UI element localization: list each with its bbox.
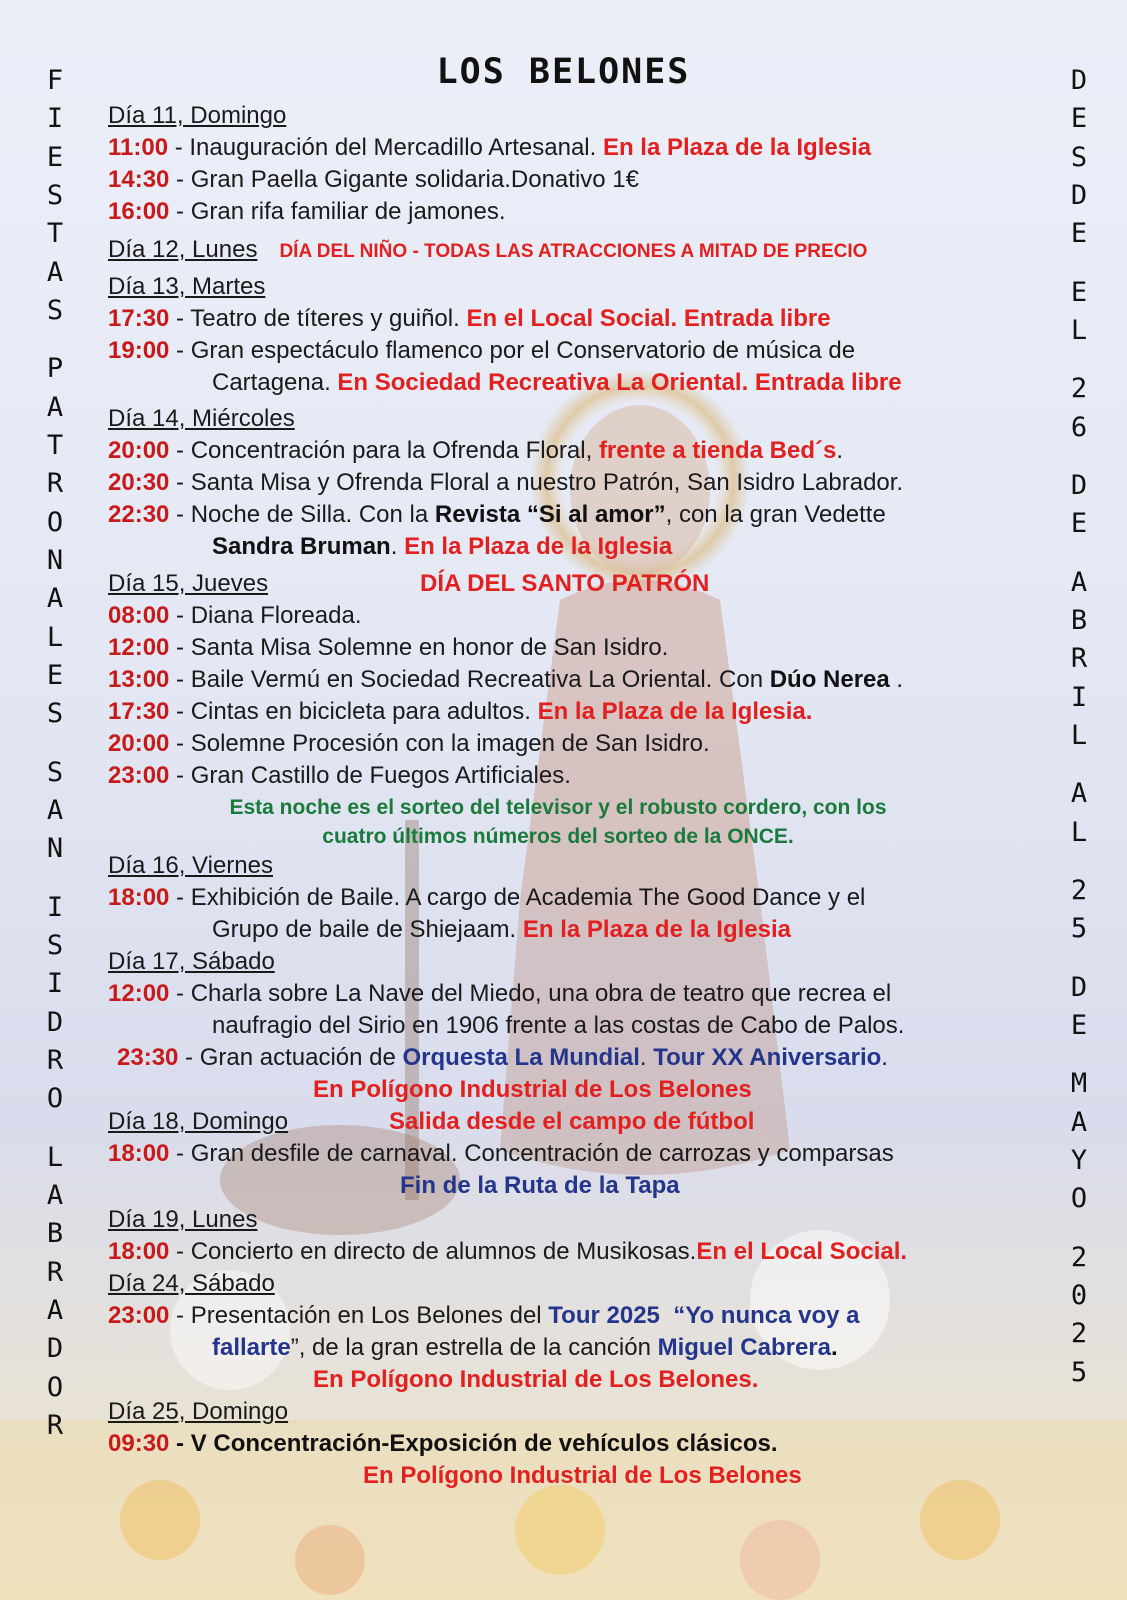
- letter-gap: [38, 869, 72, 889]
- event-highlight: Revista “Si al amor”: [434, 501, 666, 528]
- vertical-letter: A: [1070, 566, 1088, 598]
- day-title: Día 15, Jueves: [108, 570, 269, 597]
- event-text: - Gran espectáculo flamenco por el Conservatorio de música de: [169, 337, 856, 364]
- day-heading: [108, 1268, 1108, 1300]
- event-line: [108, 1236, 1108, 1268]
- day-title: Día 16, Viernes: [108, 852, 273, 879]
- event-line: [108, 303, 1108, 335]
- event-line: [108, 164, 1108, 196]
- event-text: - Teatro de títeres y guiñol.: [169, 305, 467, 332]
- event-time: 17:30: [108, 305, 170, 332]
- event-highlight: Tour XX Aniversario: [653, 1044, 882, 1071]
- event-text: ”, de la gran estrella de la canción: [290, 1334, 658, 1361]
- vertical-letter: M: [1070, 1068, 1088, 1100]
- event-text: - Cintas en bicicleta para adultos.: [169, 698, 538, 725]
- event-time: 20:30: [108, 469, 170, 496]
- vertical-letter: R: [46, 1044, 64, 1076]
- vertical-letter: T: [46, 218, 64, 250]
- vertical-letter: E: [1070, 1009, 1088, 1041]
- event-place: En la Plaza de la Iglesia.: [537, 698, 813, 725]
- day-heading: [108, 1396, 1108, 1428]
- event-line: [108, 467, 1108, 499]
- event-highlight: Sandra Bruman: [212, 533, 391, 560]
- event-text: naufragio del Sirio en 1906 frente a las costas de Cabo de Palos.: [212, 1012, 905, 1039]
- event-time: 20:00: [108, 730, 170, 757]
- vertical-letter: A: [46, 391, 64, 423]
- event-highlight: fallarte: [212, 1334, 291, 1361]
- event-time: 23:00: [108, 762, 170, 789]
- day-title: Día 12, Lunes: [108, 236, 258, 263]
- vertical-letter: R: [46, 1409, 64, 1441]
- day-title: Día 17, Sábado: [108, 948, 275, 975]
- vertical-letter: E: [1070, 276, 1088, 308]
- raffle-note-text: Esta noche es el sorteo del televisor y el robusto cordero, con los: [229, 796, 887, 819]
- letter-gap: [38, 1119, 72, 1139]
- vertical-letter: D: [1070, 469, 1088, 501]
- vertical-letter: F: [46, 65, 64, 96]
- day-heading: [108, 1204, 1108, 1236]
- vertical-letter: E: [1070, 103, 1088, 135]
- vertical-letter: S: [1070, 141, 1088, 173]
- vertical-letter: N: [46, 833, 64, 865]
- event-text: - Inauguración del Mercadillo Artesanal.: [168, 134, 603, 161]
- day-title: Día 14, Miércoles: [108, 405, 295, 432]
- event-time: 18:00: [108, 1140, 170, 1167]
- vertical-letter: S: [46, 698, 64, 730]
- day-heading: [108, 234, 1108, 266]
- vertical-letter: O: [46, 1083, 64, 1115]
- event-time: 13:00: [108, 666, 170, 693]
- day-title: Día 19, Lunes: [108, 1206, 258, 1233]
- event-line: [108, 499, 1108, 531]
- event-place: En la Plaza de la Iglesia: [404, 533, 673, 560]
- vertical-letter: A: [1070, 778, 1088, 810]
- vertical-letter: E: [1070, 508, 1088, 540]
- event-highlight: Tour 2025: [548, 1302, 660, 1329]
- vertical-letter: 5: [1070, 1356, 1088, 1388]
- vertical-letter: E: [46, 141, 64, 173]
- vertical-letter: 2: [1070, 1241, 1088, 1273]
- event-text: - Santa Misa Solemne en honor de San Isidro.: [169, 634, 669, 661]
- day-heading: [108, 271, 1108, 303]
- event-line: [108, 728, 1108, 760]
- vertical-letter: I: [46, 968, 64, 1000]
- vertical-letter: A: [46, 256, 64, 288]
- vertical-letter: O: [46, 1371, 64, 1403]
- event-text: - Gran Paella Gigante solidaria.Donativo 1€: [169, 166, 639, 193]
- vertical-letter: S: [46, 179, 64, 211]
- event-text: - Santa Misa y Ofrenda Floral a nuestro Patrón, San Isidro Labrador.: [169, 469, 904, 496]
- event-text: .: [889, 666, 904, 693]
- event-continuation: [108, 1010, 1108, 1042]
- letter-gap: [38, 734, 72, 754]
- event-line: [108, 132, 1108, 164]
- vertical-letter: O: [46, 506, 64, 538]
- vertical-letter: L: [1070, 719, 1088, 751]
- event-highlight: Dúo Nerea: [769, 666, 890, 693]
- raffle-note: [108, 792, 1008, 821]
- vertical-letter: A: [1070, 1106, 1088, 1138]
- vertical-letter: B: [46, 1218, 64, 1250]
- event-line: [108, 882, 1108, 914]
- day-heading: [108, 100, 1108, 132]
- event-line: [108, 978, 1108, 1010]
- vertical-letter: L: [1070, 816, 1088, 848]
- event-line: [108, 696, 1108, 728]
- vertical-letter: A: [46, 794, 64, 826]
- event-time: 12:00: [108, 980, 170, 1007]
- vertical-letter: D: [1070, 65, 1088, 96]
- event-text: - Solemne Procesión con la imagen de San Isidro.: [169, 730, 710, 757]
- event-text: - Gran desfile de carnaval. Concentración de carrozas y comparsas: [169, 1140, 894, 1167]
- day-note: Salida desde el campo de fútbol: [389, 1108, 755, 1135]
- event-text: Grupo de baile de Shiejaam.: [212, 916, 523, 943]
- event-text: - Concentración para la Ofrenda Floral,: [169, 437, 599, 464]
- vertical-letter: 2: [1070, 1318, 1088, 1350]
- event-time: 14:30: [108, 166, 170, 193]
- event-text: - Gran rifa familiar de jamones.: [169, 198, 506, 225]
- vertical-letter: I: [46, 891, 64, 923]
- vertical-letter: R: [1070, 643, 1088, 675]
- event-time: 11:00: [108, 134, 169, 161]
- event-time: 12:00: [108, 634, 170, 661]
- event-time: 17:30: [108, 698, 170, 725]
- event-place: En Polígono Industrial de Los Belones: [313, 1076, 752, 1103]
- event-text: .: [639, 1044, 654, 1071]
- event-text: - Gran Castillo de Fuegos Artificiales.: [169, 762, 571, 789]
- event-continuation: [108, 531, 1108, 563]
- vertical-letter: 6: [1070, 411, 1088, 443]
- event-text: - Diana Floreada.: [169, 602, 362, 629]
- event-line: [108, 760, 1108, 792]
- day-note: DÍA DEL SANTO PATRÓN: [420, 570, 710, 597]
- event-line: [108, 632, 1108, 664]
- vertical-letter: 2: [1070, 874, 1088, 906]
- vertical-letter: S: [46, 929, 64, 961]
- event-line: [108, 1042, 1108, 1074]
- day-heading: [108, 403, 1108, 435]
- vertical-letter: B: [1070, 604, 1088, 636]
- event-highlight: Miguel Cabrera: [657, 1334, 831, 1361]
- event-line: [108, 196, 1108, 228]
- vertical-letter: R: [46, 1256, 64, 1288]
- vertical-letter: D: [46, 1333, 64, 1365]
- event-time: 18:00: [108, 1238, 170, 1265]
- event-continuation: [108, 914, 1108, 946]
- event-line: [108, 600, 1108, 632]
- vertical-letter: L: [46, 1141, 64, 1173]
- vertical-letter: 2: [1070, 373, 1088, 405]
- day-title: Día 11, Domingo: [108, 102, 287, 129]
- event-highlight: Orquesta La Mundial: [402, 1044, 640, 1071]
- day-heading: [108, 850, 1108, 882]
- page-title: LOS BELONES: [436, 52, 691, 92]
- vertical-letter: E: [1070, 218, 1088, 250]
- day-title: Día 13, Martes: [108, 273, 266, 300]
- event-time: 08:00: [108, 602, 170, 629]
- vertical-letter: A: [46, 583, 64, 615]
- event-line: [108, 1138, 1108, 1170]
- event-time: 16:00: [108, 198, 170, 225]
- event-line: [108, 335, 1108, 367]
- vertical-letter: S: [46, 756, 64, 788]
- event-text: - V Concentración-Exposición de vehículos clásicos.: [169, 1430, 778, 1457]
- event-line: [108, 435, 1108, 467]
- left-vertical-banner: [38, 62, 72, 1445]
- vertical-letter: E: [46, 659, 64, 691]
- vertical-letter: N: [46, 544, 64, 576]
- event-text: - Gran actuación de: [178, 1044, 403, 1071]
- event-line: [108, 664, 1108, 696]
- vertical-letter: 0: [1070, 1279, 1088, 1311]
- event-time: 19:00: [108, 337, 170, 364]
- event-text: .: [881, 1044, 888, 1071]
- event-text: - Concierto en directo de alumnos de Musikosas.: [169, 1238, 697, 1265]
- event-place: En Sociedad Recreativa La Oriental. Entrada libre: [337, 369, 902, 396]
- vertical-letter: A: [46, 1294, 64, 1326]
- raffle-note-text: cuatro últimos números del sorteo de la ONCE.: [322, 825, 794, 848]
- event-time: 23:00: [108, 1302, 170, 1329]
- vertical-letter: T: [46, 429, 64, 461]
- event-time: 20:00: [108, 437, 170, 464]
- letter-gap: [38, 330, 72, 350]
- event-highlight: “Yo nunca voy a: [659, 1302, 860, 1329]
- event-text: - Charla sobre La Nave del Miedo, una obra de teatro que recrea el: [169, 980, 892, 1007]
- event-time: 09:30: [108, 1430, 170, 1457]
- event-text: Cartagena.: [212, 369, 338, 396]
- vertical-letter: D: [1070, 971, 1088, 1003]
- event-continuation: [108, 1074, 1108, 1106]
- event-text: .: [830, 1334, 838, 1361]
- day-heading: [108, 568, 1108, 600]
- vertical-letter: O: [1070, 1183, 1088, 1215]
- event-continuation: [108, 1364, 1108, 1396]
- event-continuation: [108, 1332, 1108, 1364]
- event-continuation: [108, 367, 1108, 399]
- vertical-letter: L: [46, 621, 64, 653]
- day-title: Día 25, Domingo: [108, 1398, 289, 1425]
- event-place: frente a tienda Bed´s: [598, 437, 837, 464]
- day-heading: [108, 1106, 1108, 1138]
- vertical-letter: R: [46, 468, 64, 500]
- vertical-letter: D: [1070, 179, 1088, 211]
- vertical-letter: A: [46, 1179, 64, 1211]
- event-highlight: Fin de la Ruta de la Tapa: [400, 1172, 680, 1199]
- day-title: Día 24, Sábado: [108, 1270, 275, 1297]
- event-line: [108, 1428, 1108, 1460]
- vertical-letter: Y: [1070, 1144, 1088, 1176]
- event-text: .: [836, 437, 843, 464]
- day-note: DÍA DEL NIÑO - TODAS LAS ATRACCIONES A MITAD DE PRECIO: [279, 241, 868, 262]
- event-place: En Polígono Industrial de Los Belones: [363, 1462, 802, 1489]
- event-text: - Exhibición de Baile. A cargo de Academia The Good Dance y el: [169, 884, 866, 911]
- event-place: En la Plaza de la Iglesia: [522, 916, 791, 943]
- event-text: - Presentación en Los Belones del: [169, 1302, 549, 1329]
- event-text: - Baile Vermú en Sociedad Recreativa La Oriental. Con: [169, 666, 770, 693]
- vertical-letter: S: [46, 294, 64, 326]
- programme: [108, 100, 1108, 1492]
- event-time: 18:00: [108, 884, 170, 911]
- event-continuation: [108, 1460, 1108, 1492]
- raffle-note: [108, 821, 1008, 850]
- event-place: En el Local Social.: [696, 1238, 908, 1265]
- vertical-letter: D: [46, 1006, 64, 1038]
- day-heading: [108, 946, 1108, 978]
- vertical-letter: L: [1070, 314, 1088, 346]
- vertical-letter: 5: [1070, 913, 1088, 945]
- event-text: - Noche de Silla. Con la: [169, 501, 435, 528]
- event-line: [108, 1300, 1108, 1332]
- vertical-letter: P: [46, 353, 64, 385]
- vertical-letter: I: [1070, 681, 1088, 713]
- event-continuation: [108, 1170, 1108, 1202]
- event-time: 23:30: [117, 1044, 179, 1071]
- day-title: Día 18, Domingo: [108, 1108, 289, 1135]
- event-text: .: [390, 533, 405, 560]
- event-place: En Polígono Industrial de Los Belones.: [313, 1366, 759, 1393]
- event-place: En la Plaza de la Iglesia: [602, 134, 872, 161]
- event-place: En el Local Social. Entrada libre: [466, 305, 831, 332]
- vertical-letter: I: [46, 103, 64, 135]
- event-text: , con la gran Vedette: [665, 501, 886, 528]
- event-time: 22:30: [108, 501, 170, 528]
